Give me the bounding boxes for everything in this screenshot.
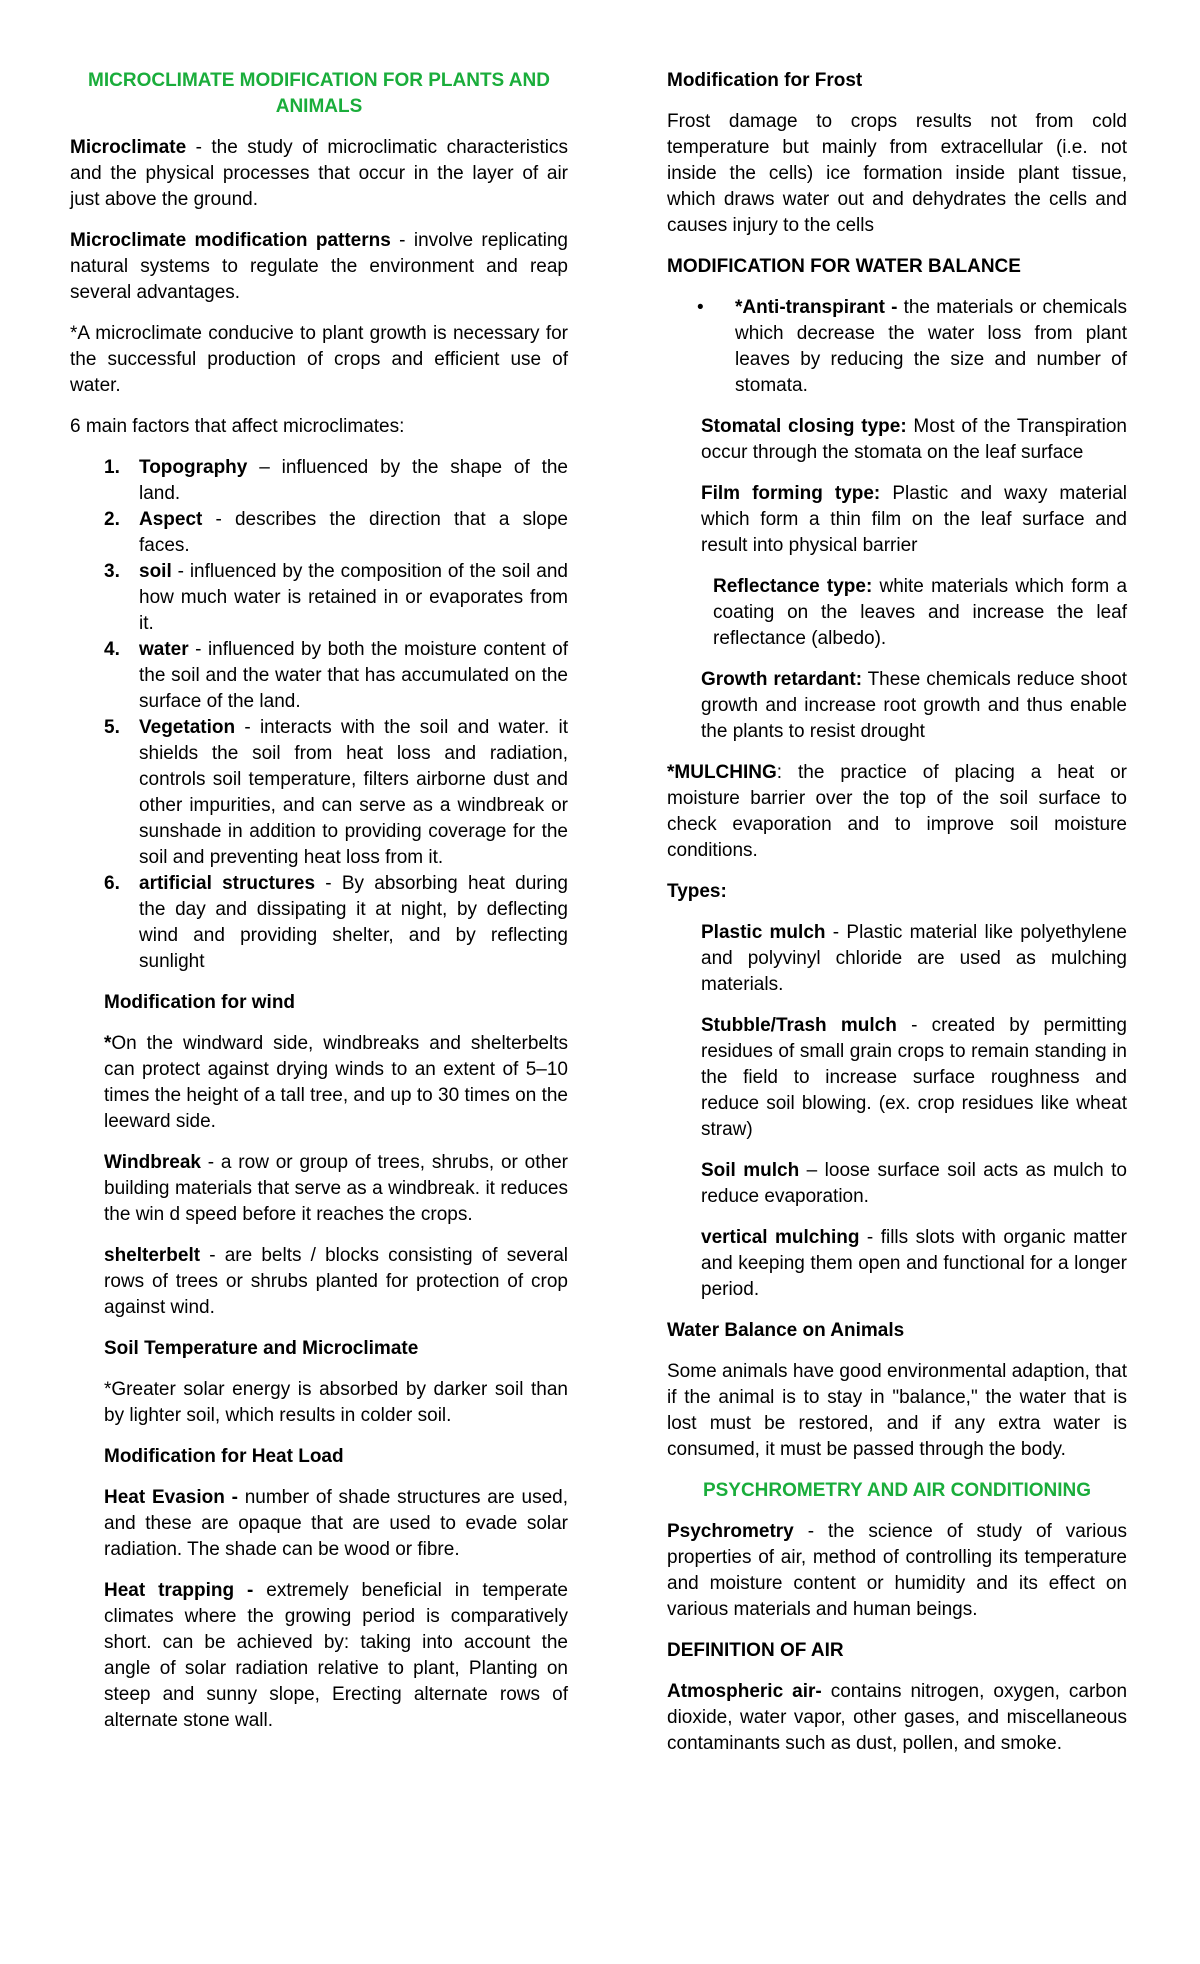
definition: - the science of study of various properties of air, method of controlling its temperature and moisture content or humidity and its effect on various materials and human beings. (667, 1521, 1127, 1620)
frost-heading: Modification for Frost (667, 70, 863, 91)
definition: - the study of microclimatic characteristics and the physical processes that occur in the layer of air just above the ground. (70, 137, 568, 210)
definition: - are belts / blocks consisting of several rows of trees or shrubs planted for protection of crop against wind. (104, 1245, 568, 1318)
term: Vegetation (139, 717, 236, 738)
term: Heat trapping - (104, 1580, 254, 1601)
term: shelterbelt (104, 1245, 201, 1266)
list-number: 2. (104, 509, 120, 530)
mulching-definition (667, 760, 1127, 864)
term: Soil mulch (701, 1160, 800, 1181)
term: Microclimate modification patterns (70, 230, 391, 251)
definition: the materials or chemicals which decrease the water loss from plant leaves by reducing the size and number of stomata. (735, 297, 1127, 396)
growth-retardant-type (701, 667, 1127, 745)
definition: extremely beneficial in temperate climates where the growing period is comparatively short. can be achieved by: taking into account the angle of solar radiation relative to plant, Planting on steep and sunny slope, Erecting alternate rows of alternate stone wall. (104, 1580, 568, 1731)
soil-mulch (701, 1158, 1127, 1210)
definition: - fills slots with organic matter and keeping them open and functional for a longer period. (701, 1227, 1127, 1300)
term: Stubble/Trash mulch (701, 1015, 897, 1036)
list-item (70, 637, 568, 715)
list-item (70, 507, 568, 559)
term: Film forming type: (701, 483, 881, 504)
microclimate-definition (70, 135, 568, 213)
definition: These chemicals reduce shoot growth and increase root growth and thus enable the plants to resist drought (701, 669, 1128, 742)
term: Plastic mulch (701, 922, 826, 943)
windbreak-definition (104, 1150, 568, 1228)
film-type (701, 481, 1127, 559)
term: Windbreak (104, 1152, 201, 1173)
definition: number of shade structures are used, and these are opaque that are used to evade solar radiation. The shade can be wood or fibre. (104, 1487, 568, 1560)
plastic-mulch (701, 920, 1127, 998)
psychrometry-title: PSYCHROMETRY AND AIR CONDITIONING (702, 1480, 1092, 1501)
heat-trapping-definition (104, 1578, 568, 1734)
list-item (70, 715, 568, 871)
mulch-types (667, 920, 1127, 1303)
definition: Most of the Transpiration occur through the stomata on the leaf surface (701, 416, 1127, 463)
factors-list (70, 455, 568, 975)
definition: - describes the direction that a slope faces. (139, 509, 568, 556)
stomatal-type (701, 414, 1127, 466)
types-heading: Types: (667, 881, 727, 902)
list-number: 1. (104, 457, 120, 478)
definition: : the practice of placing a heat or moisture barrier over the top of the soil surface to check evaporation and to improve soil moisture conditions. (667, 762, 1127, 861)
term: Reflectance type: (713, 576, 873, 597)
definition: white materials which form a coating on the leaves and increase the leaf reflectance (albedo). (713, 576, 1128, 649)
microclimate-note: *A microclimate conducive to plant growth is necessary for the successful production of crops and efficient use of water. (70, 323, 568, 396)
list-number: 3. (104, 561, 120, 582)
definition: Plastic and waxy material which form a thin film on the leaf surface and result into physical barrier (701, 483, 1127, 556)
heat-load-heading: Modification for Heat Load (104, 1446, 344, 1467)
term: Psychrometry (667, 1521, 794, 1542)
vertical-mulching (701, 1225, 1127, 1303)
term: artificial structures (139, 873, 316, 894)
definition: - involve replicating natural systems to regulate the environment and reap several advantages. (70, 230, 568, 303)
list-item (70, 871, 568, 975)
animals-heading: Water Balance on Animals (667, 1320, 905, 1341)
term: Microclimate (70, 137, 187, 158)
heat-evasion-definition (104, 1485, 568, 1563)
term: Heat Evasion - (104, 1487, 238, 1508)
animals-text: Some animals have good environmental adaption, that if the animal is to stay in "balance," the water that is lost must be restored, and if any extra water is consumed, it must be passed through the body. (667, 1361, 1127, 1460)
definition: - influenced by the composition of the soil and how much water is retained in or evaporates from it. (139, 561, 568, 634)
water-balance-heading: MODIFICATION FOR WATER BALANCE (667, 256, 1021, 277)
term: Stomatal closing type: (701, 416, 907, 437)
definition: - created by permitting residues of small grain crops to remain standing in the field to increase surface roughness and reduce soil blowing. (ex. crop residues like wheat straw) (701, 1015, 1127, 1140)
wind-note (104, 1031, 568, 1135)
definition: - a row or group of trees, shrubs, or other building materials that serve as a windbreak. it reduces the win d speed before it reaches the crops. (104, 1152, 568, 1225)
left-indented-section (70, 990, 568, 1734)
term: Growth retardant: (701, 669, 863, 690)
definition: – influenced by the shape of the land. (139, 457, 568, 504)
list-number: 5. (104, 717, 120, 738)
shelterbelt-definition (104, 1243, 568, 1321)
anti-transpirant-item (667, 295, 1127, 399)
atmospheric-air-definition (667, 1679, 1127, 1757)
definition: - influenced by both the moisture content of the soil and the water that has accumulated on the surface of the land. (139, 639, 568, 712)
note-text: On the windward side, windbreaks and shelterbelts can protect against drying winds to an extent of 5–10 times the height of a tall tree, and up to 30 times on the leeward side. (104, 1033, 568, 1132)
bullet-icon: • (697, 297, 704, 318)
page-title: MICROCLIMATE MODIFICATION FOR PLANTS AND ANIMALS (88, 70, 550, 117)
term: Topography (139, 457, 248, 478)
term: soil (139, 561, 172, 582)
stubble-mulch (701, 1013, 1127, 1143)
right-column (667, 68, 1127, 1757)
term: water (139, 639, 189, 660)
list-number: 6. (104, 873, 120, 894)
definition: - interacts with the soil and water. it shields the soil from heat loss and radiation, controls soil temperature, filters airborne dust and other impurities, and can serve as a windbreak or sunshade in addition to providing coverage for the soil and preventing heat loss from it. (139, 717, 568, 868)
term: *Anti-transpirant - (735, 297, 898, 318)
definition: - By absorbing heat during the day and dissipating it at night, by deflecting wind and providing shelter, and by reflecting sunlight (139, 873, 568, 972)
list-number: 4. (104, 639, 120, 660)
list-item (70, 455, 568, 507)
factors-intro: 6 main factors that affect microclimates: (70, 416, 405, 437)
patterns-definition (70, 228, 568, 306)
term: Aspect (139, 509, 203, 530)
anti-transpirant-types (667, 414, 1127, 745)
definition: – loose surface soil acts as mulch to reduce evaporation. (701, 1160, 1127, 1207)
definition: contains nitrogen, oxygen, carbon dioxide, water vapor, other gases, and miscellaneous contaminants such as dust, pollen, and smoke. (667, 1681, 1128, 1754)
psychrometry-definition (667, 1519, 1127, 1623)
asterisk: * (104, 1033, 112, 1054)
list-item (70, 559, 568, 637)
soil-temperature-heading: Soil Temperature and Microclimate (104, 1338, 419, 1359)
definition: - Plastic material like polyethylene and polyvinyl chloride are used as mulching materials. (701, 922, 1127, 995)
air-definition-heading: DEFINITION OF AIR (667, 1640, 844, 1661)
term: *MULCHING (667, 762, 777, 783)
reflectance-type (701, 574, 1127, 652)
frost-text: Frost damage to crops results not from cold temperature but mainly from extracellular (i.e. not inside the cells) ice formation inside plant tissue, which draws water out and dehydrates the cells and causes injury to the cells (667, 111, 1127, 236)
left-column (70, 68, 568, 1734)
term: Atmospheric air- (667, 1681, 822, 1702)
term: vertical mulching (701, 1227, 860, 1248)
soil-temperature-note: *Greater solar energy is absorbed by darker soil than by lighter soil, which results in colder soil. (104, 1379, 568, 1426)
wind-heading: Modification for wind (104, 992, 296, 1013)
